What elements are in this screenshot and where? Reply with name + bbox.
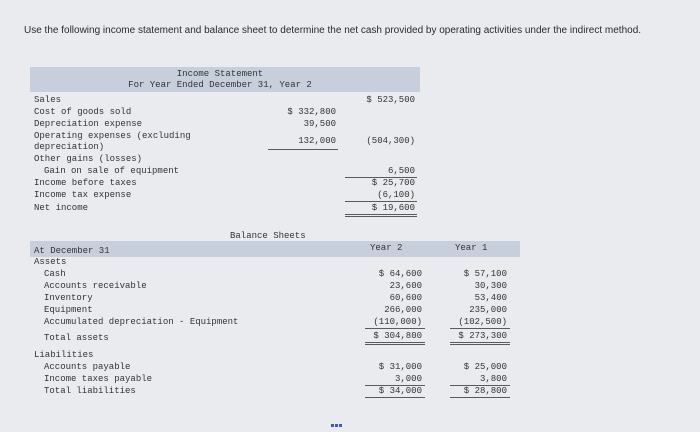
- assets-underline-year2: [365, 328, 425, 329]
- accounts-payable-year1: $ 25,000: [463, 362, 507, 372]
- total-assets-year1: $ 273,300: [458, 331, 507, 341]
- total-liabilities-label: Total liabilities: [44, 386, 136, 396]
- income-before-taxes-total: $ 25,700: [371, 178, 415, 188]
- tax-expense-total: (6,100): [377, 190, 415, 200]
- total-liabilities-underline-year2: [365, 397, 425, 398]
- opex-label-line2: depreciation): [34, 142, 105, 152]
- inventory-year1: 53,400: [474, 293, 507, 303]
- depreciation-label: Depreciation expense: [34, 119, 143, 129]
- depreciation-value: 39,500: [303, 119, 336, 129]
- assets-label: Assets: [34, 257, 67, 267]
- opex-total: (504,300): [366, 136, 415, 146]
- more-content-indicator-icon[interactable]: [331, 414, 347, 418]
- total-assets-label: Total assets: [44, 333, 109, 343]
- total-assets-double-underline-year2-1: [365, 342, 425, 343]
- equipment-label: Equipment: [44, 305, 93, 315]
- opex-value: 132,000: [298, 136, 336, 146]
- accumulated-depreciation-year2: (110,000): [373, 317, 422, 327]
- net-income-double-underline-1: [345, 214, 417, 215]
- cash-year1: $ 57,100: [463, 269, 507, 279]
- total-liabilities-underline-year1: [450, 397, 510, 398]
- tax-expense-label: Income tax expense: [34, 190, 132, 200]
- balance-sheets-title: Balance Sheets: [230, 231, 306, 241]
- opex-label-line1: Operating expenses (excluding: [34, 131, 191, 141]
- year1-column-header: Year 1: [455, 243, 488, 253]
- accumulated-depreciation-label: Accumulated depreciation - Equipment: [44, 317, 239, 327]
- income-statement-subtitle: For Year Ended December 31, Year 2: [128, 80, 312, 90]
- total-assets-year2: $ 304,800: [373, 331, 422, 341]
- income-taxes-payable-year1: 3,800: [479, 374, 507, 384]
- total-assets-double-underline-year1-2: [450, 344, 510, 345]
- liabilities-label: Liabilities: [34, 350, 94, 360]
- accounts-receivable-year2: 23,600: [389, 281, 422, 291]
- net-income-total: $ 19,600: [371, 203, 415, 213]
- inventory-year2: 60,600: [389, 293, 422, 303]
- total-liabilities-year1: $ 28,800: [463, 386, 507, 396]
- equipment-year2: 266,000: [384, 305, 422, 315]
- income-taxes-payable-year2: 3,000: [394, 374, 422, 384]
- accounts-receivable-year1: 30,300: [474, 281, 507, 291]
- net-income-label: Net income: [34, 203, 89, 213]
- inventory-label: Inventory: [44, 293, 93, 303]
- equipment-year1: 235,000: [469, 305, 507, 315]
- income-before-taxes-label: Income before taxes: [34, 178, 137, 188]
- gain-total: 6,500: [387, 166, 415, 176]
- accounts-payable-label: Accounts payable: [44, 362, 131, 372]
- income-taxes-payable-label: Income taxes payable: [44, 374, 153, 384]
- net-income-double-underline-2: [345, 216, 417, 217]
- sales-total: $ 523,500: [366, 95, 415, 105]
- other-gains-label: Other gains (losses): [34, 154, 143, 164]
- gain-label: Gain on sale of equipment: [44, 166, 180, 176]
- year2-column-header: Year 2: [370, 243, 403, 253]
- assets-underline-year1: [450, 328, 510, 329]
- accounts-payable-year2: $ 31,000: [378, 362, 422, 372]
- accumulated-depreciation-year1: (102,500): [458, 317, 507, 327]
- question-text: Use the following income statement and balance sheet to determine the net cash provided by operating activities under the indirect method.: [24, 25, 642, 36]
- total-assets-double-underline-year2-2: [365, 344, 425, 345]
- income-statement-title: Income Statement: [176, 69, 264, 79]
- tax-underline: [345, 201, 417, 202]
- total-assets-double-underline-year1-1: [450, 342, 510, 343]
- cogs-label: Cost of goods sold: [34, 107, 132, 117]
- total-liabilities-year2: $ 34,000: [378, 386, 422, 396]
- sales-label: Sales: [34, 95, 62, 105]
- cash-year2: $ 64,600: [378, 269, 422, 279]
- accounts-receivable-label: Accounts receivable: [44, 281, 147, 291]
- cogs-value: $ 332,800: [287, 107, 336, 117]
- balance-sheets-date-label: At December 31: [34, 246, 110, 256]
- cash-label: Cash: [44, 269, 66, 279]
- opex-underline: [268, 149, 338, 150]
